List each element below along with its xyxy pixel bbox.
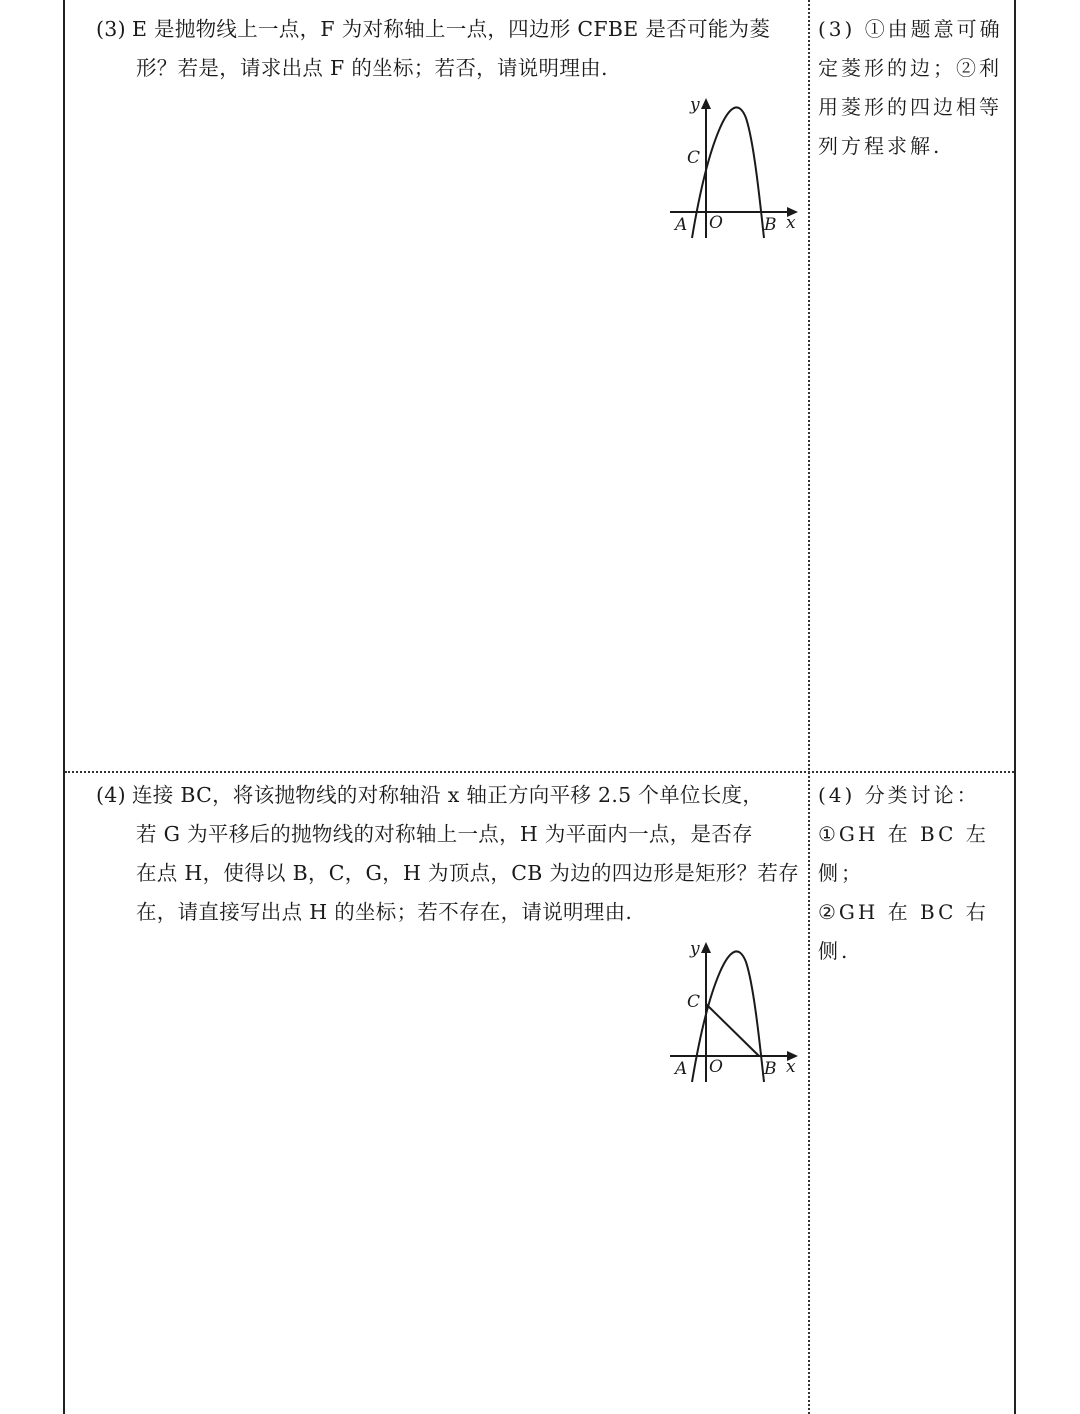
question-4-hint [818, 776, 1008, 971]
question-3-hint [818, 10, 1008, 166]
label-y: y [690, 939, 700, 959]
label-a: A [675, 1059, 688, 1079]
segment-bc [706, 1004, 759, 1056]
hint-4-line-1: (4) 分类讨论： [818, 783, 980, 807]
label-c: C [687, 148, 701, 168]
label-a: A [675, 215, 688, 235]
question-4-line-2: 若 G 为平移后的抛物线的对称轴上一点，H 为平面内一点，是否存 [136, 822, 753, 846]
question-4-number: (4) [96, 783, 126, 807]
hint-4-line-3: ②GH 在 BC 右侧. [818, 900, 989, 963]
column-divider [808, 0, 810, 1414]
question-3-line-2: 形？若是，请求出点 F 的坐标；若否，请说明理由. [136, 56, 608, 80]
question-4-line-3: 在点 H，使得以 B，C，G，H 为顶点，CB 为边的四边形是矩形？若存 [136, 861, 799, 885]
parabola-curve [692, 951, 764, 1082]
hint-3-line-2: 定菱形的边；②利 [818, 56, 1002, 80]
question-3-number: (3) [96, 17, 126, 41]
label-o: O [709, 1057, 723, 1077]
hint-4-line-2: ①GH 在 BC 左侧； [818, 822, 989, 885]
label-x: x [786, 1057, 796, 1077]
question-3-figure [668, 92, 804, 244]
hint-3-line-1: (3) ①由题意可确 [818, 17, 1003, 41]
label-b: B [764, 215, 777, 235]
question-4-line-1: (4) 连接 BC，将该抛物线的对称轴沿 x 轴正方向平移 2.5 个单位长度， [96, 783, 764, 807]
hint-3-line-3: 用菱形的四边相等 [818, 95, 1002, 119]
y-axis-arrow-icon [701, 942, 711, 953]
y-axis-arrow-icon [701, 98, 711, 109]
row-divider [65, 771, 1014, 773]
right-border [1014, 0, 1016, 1414]
hint-3-line-4: 列方程求解. [818, 134, 943, 158]
question-3-text [96, 10, 804, 88]
question-4-figure [668, 936, 804, 1088]
parabola-curve [692, 107, 764, 238]
parabola-diagram-4 [668, 936, 804, 1084]
label-b: B [764, 1059, 777, 1079]
label-c: C [687, 992, 701, 1012]
parabola-diagram-3 [668, 92, 804, 240]
label-o: O [709, 213, 723, 233]
question-4-text [96, 776, 804, 932]
left-border [63, 0, 65, 1414]
question-3-line-1: (3) E 是抛物线上一点，F 为对称轴上一点，四边形 CFBE 是否可能为菱 [96, 17, 771, 41]
question-4-line-4: 在，请直接写出点 H 的坐标；若不存在，请说明理由. [136, 900, 633, 924]
label-x: x [786, 213, 796, 233]
label-y: y [690, 95, 700, 115]
